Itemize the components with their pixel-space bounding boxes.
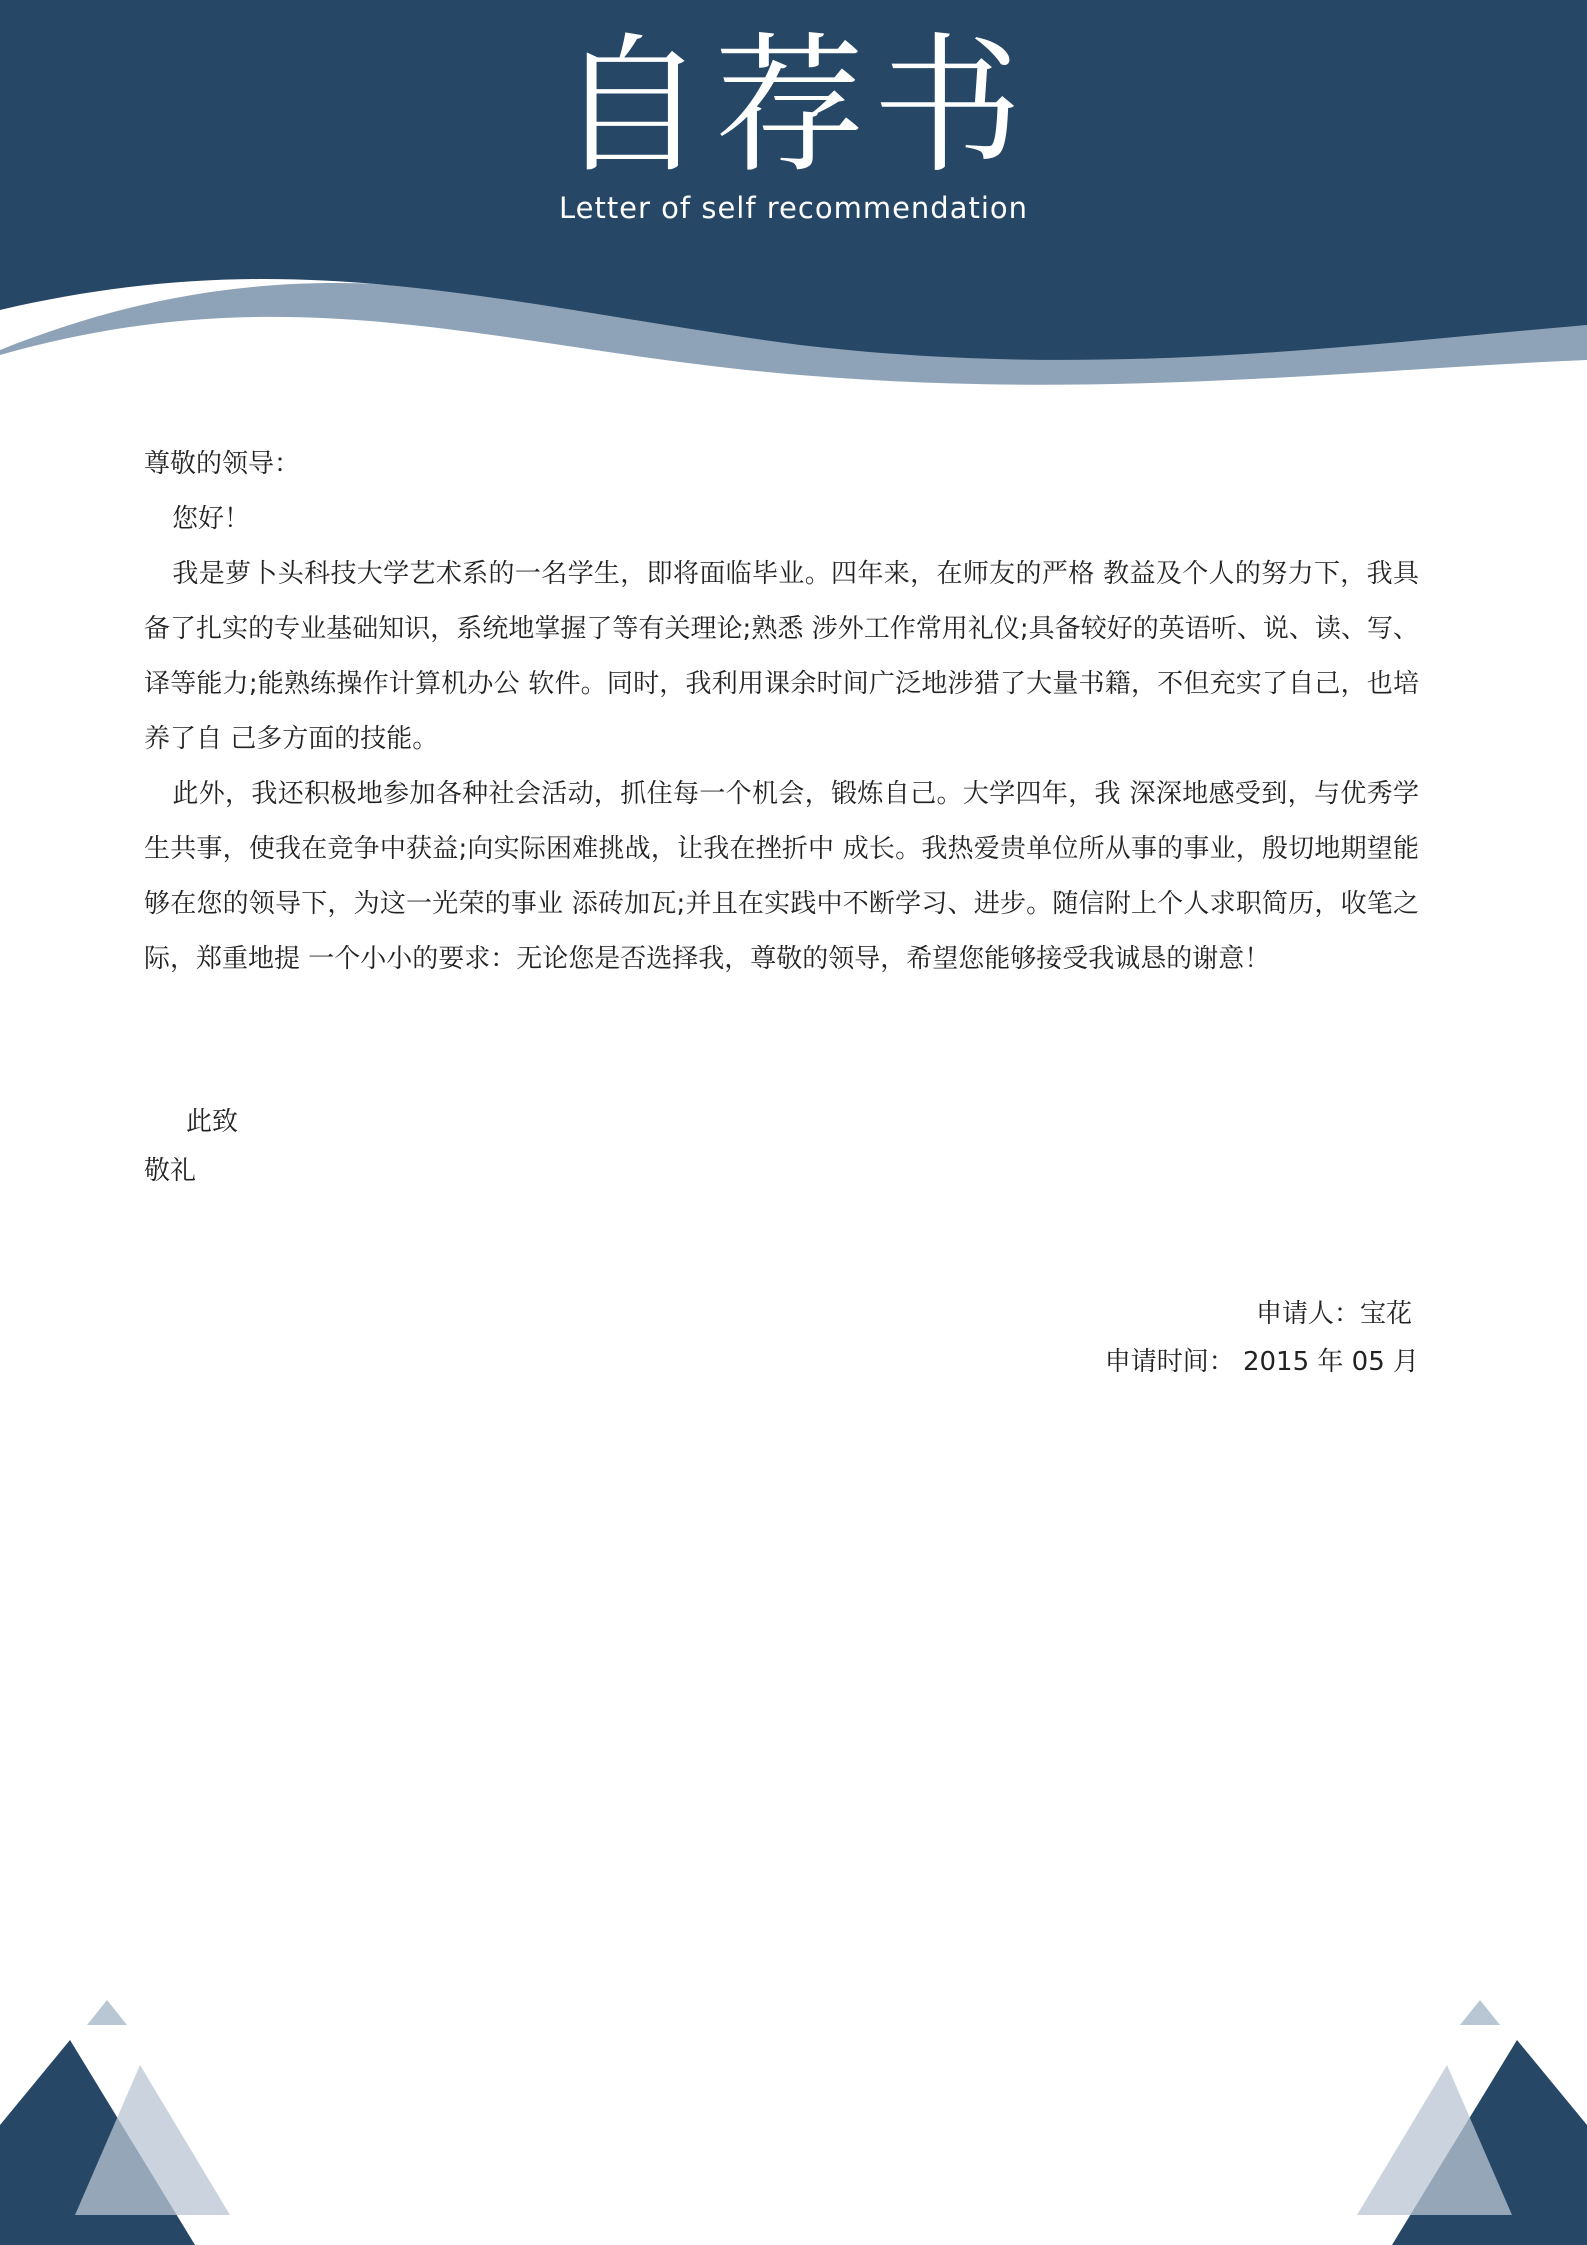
salutation: 尊敬的领导： (144, 449, 301, 479)
triangle-small-top (87, 2000, 127, 2025)
closing-line-1: 此致 (186, 1107, 239, 1137)
page-title: 自荐书 (556, 20, 1031, 194)
paragraph-1-text: 我是萝卜头科技大学艺术系的一名学生，即将面临毕业。四年来，在师友的严格 教益及个人的努力下，我具备了扎实的专业基础知识，系统地掌握了等有关理论;熟悉 涉外工作常用礼仪;具备较好的英语听、说、读、写、译等能力;能熟练操作计算机办公 软件。同时，我利用课余时间广泛地涉猎了大量书籍，不但充实了自己，也培养了自 己多方面的技能。 (144, 559, 1419, 754)
page-subtitle: Letter of self recommendation (558, 191, 1029, 225)
corner-triangles-right (1327, 1985, 1587, 2245)
application-date: 申请时间： 2015 年 05 月 (1104, 1347, 1419, 1377)
applicant-signature: 申请人：宝花 (1255, 1299, 1412, 1329)
triangle-small-top (1460, 2000, 1500, 2025)
paragraph-2 (144, 767, 1419, 987)
greeting: 您好！ (172, 504, 251, 534)
letter-body (144, 437, 1419, 987)
paragraph-2-text: 此外，我还积极地参加各种社会活动，抓住每一个机会，锻炼自己。大学四年，我 深深地感受到，与优秀学生共事，使我在竞争中获益;向实际困难挑战，让我在挫折中 成长。我热爱贵单位所从事的事业，殷切地期望能够在您的领导下，为这一光荣的事业 添砖加瓦;并且在实践中不断学习、进步。随信附上个人求职简历，收笔之际，郑重地提 一个小小的要求：无论您是否选择我，尊敬的领导，希望您能够接受我诚恳的谢意！ (144, 779, 1419, 974)
closing-line-2: 敬礼 (144, 1156, 197, 1186)
paragraph-1 (144, 547, 1419, 767)
corner-triangles-left (0, 1985, 260, 2245)
